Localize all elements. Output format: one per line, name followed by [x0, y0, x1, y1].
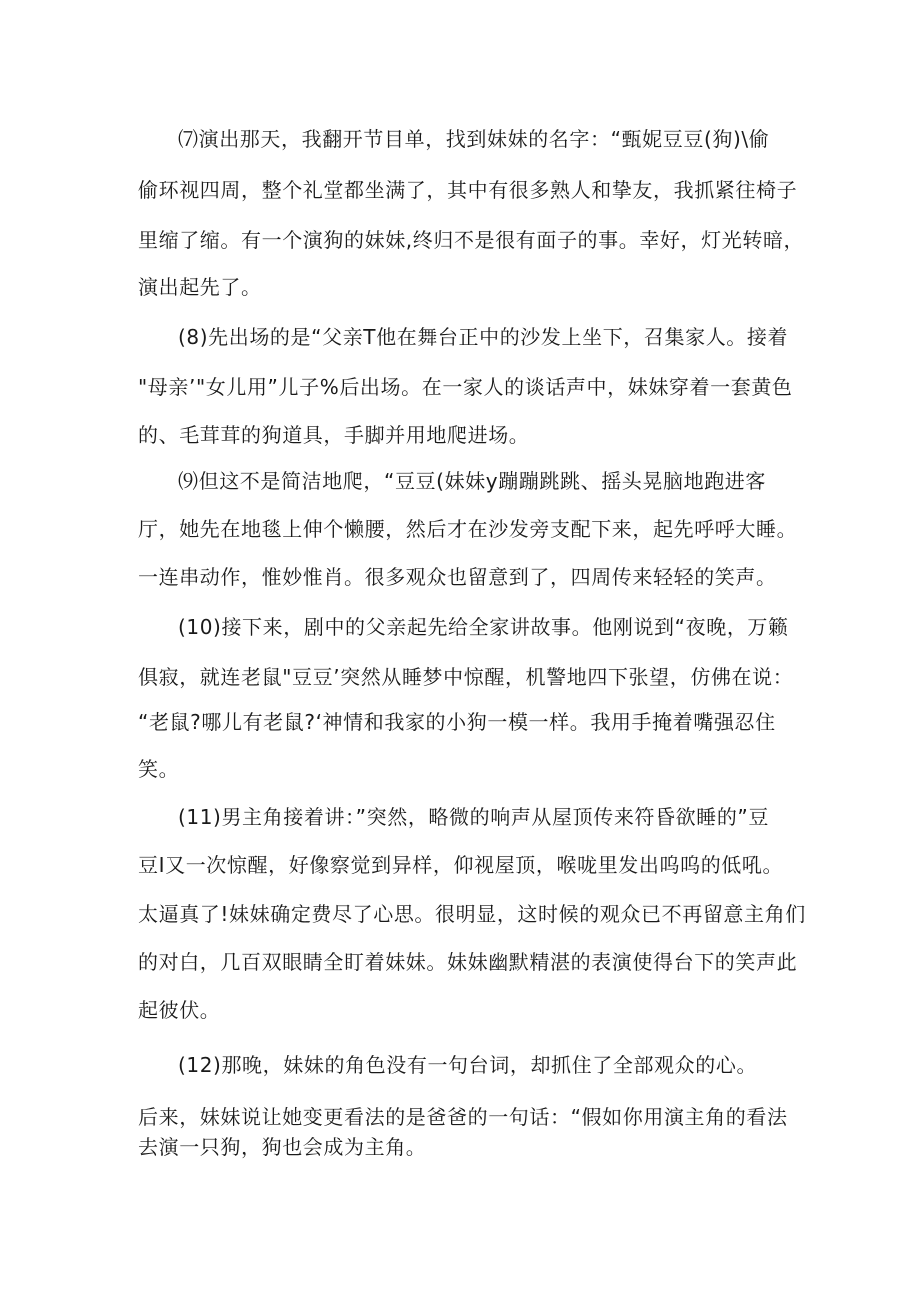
- paragraph-7-line-1: ⑺演出那天，我翻开节目单，找到妹妹的名字：“甄妮豆豆(狗)\偷: [178, 127, 770, 151]
- paragraph-11-line-3: 太逼真了!妹妹确定费尽了心思。很明显，这时候的观众已不再留意主角们: [138, 902, 806, 926]
- paragraph-11-line-5: 起彼伏。: [138, 998, 221, 1022]
- paragraph-8-line-2: "母亲’"女儿用”儿子%后出场。在一家人的谈话声中，妹妹穿着一套黄色: [138, 375, 793, 399]
- paragraph-12-line-2: 后来，妹妹说让她变更看法的是爸爸的一句话：“假如你用演主角的看法: [138, 1105, 788, 1129]
- paragraph-11-line-2: 豆I又一次惊醒，好像察觉到异样，仰视屋顶，喉咙里发出呜呜的低吼。: [138, 853, 784, 877]
- paragraph-7-line-3: 里缩了缩。有一个演狗的妹妹,终归不是很有面子的事。幸好，灯光转暗，: [138, 228, 805, 252]
- paragraph-8-line-3: 的、毛茸茸的狗道具，手脚并用地爬进场。: [138, 423, 530, 447]
- paragraph-12-line-3: 去演一只狗，狗也会成为主角。: [138, 1135, 427, 1159]
- paragraph-9-line-2: 厅，她先在地毯上伸个懒腰，然后才在沙发旁支配下来，起先呼呼大睡。: [138, 517, 798, 541]
- paragraph-11-line-4: 的对白，几百双眼睛全盯着妹妹。妹妹幽默精湛的表演使得台下的笑声此: [138, 950, 798, 974]
- paragraph-7-line-2: 偷环视四周，整个礼堂都坐满了，其中有很多熟人和挚友，我抓紧往椅子: [138, 178, 798, 202]
- paragraph-8-line-1: (8)先出场的是“父亲T他在舞台正中的沙发上坐下，召集家人。接着: [178, 325, 789, 349]
- paragraph-9-line-1: ⑼但这不是简洁地爬，“豆豆(妹妹y蹦蹦跳跳、摇头晃脑地跑进客: [178, 469, 766, 493]
- paragraph-12-line-1: (12)那晚，妹妹的角色没有一句台词，却抓住了全部观众的心。: [178, 1053, 758, 1077]
- paragraph-9-line-3: 一连串动作，惟妙惟肖。很多观众也留意到了，四周传来轻轻的笑声。: [138, 565, 777, 589]
- paragraph-10-line-1: (10)接下来，剧中的父亲起先给全家讲故事。他刚说到“夜晚，万籁: [178, 615, 789, 639]
- paragraph-10-line-4: 笑。: [138, 757, 180, 781]
- paragraph-7-line-4: 演出起先了。: [138, 275, 262, 299]
- paragraph-10-line-3: “老鼠?哪儿有老鼠?‘神情和我家的小狗一模一样。我用手掩着嘴强忍住: [138, 710, 776, 734]
- paragraph-10-line-2: 俱寂，就连老鼠"豆豆’突然从睡梦中惊醒，机警地四下张望，仿佛在说：: [138, 665, 794, 689]
- paragraph-11-line-1: (11)男主角接着讲：”突然，略微的响声从屋顶传来符昏欲睡的”豆: [178, 805, 769, 829]
